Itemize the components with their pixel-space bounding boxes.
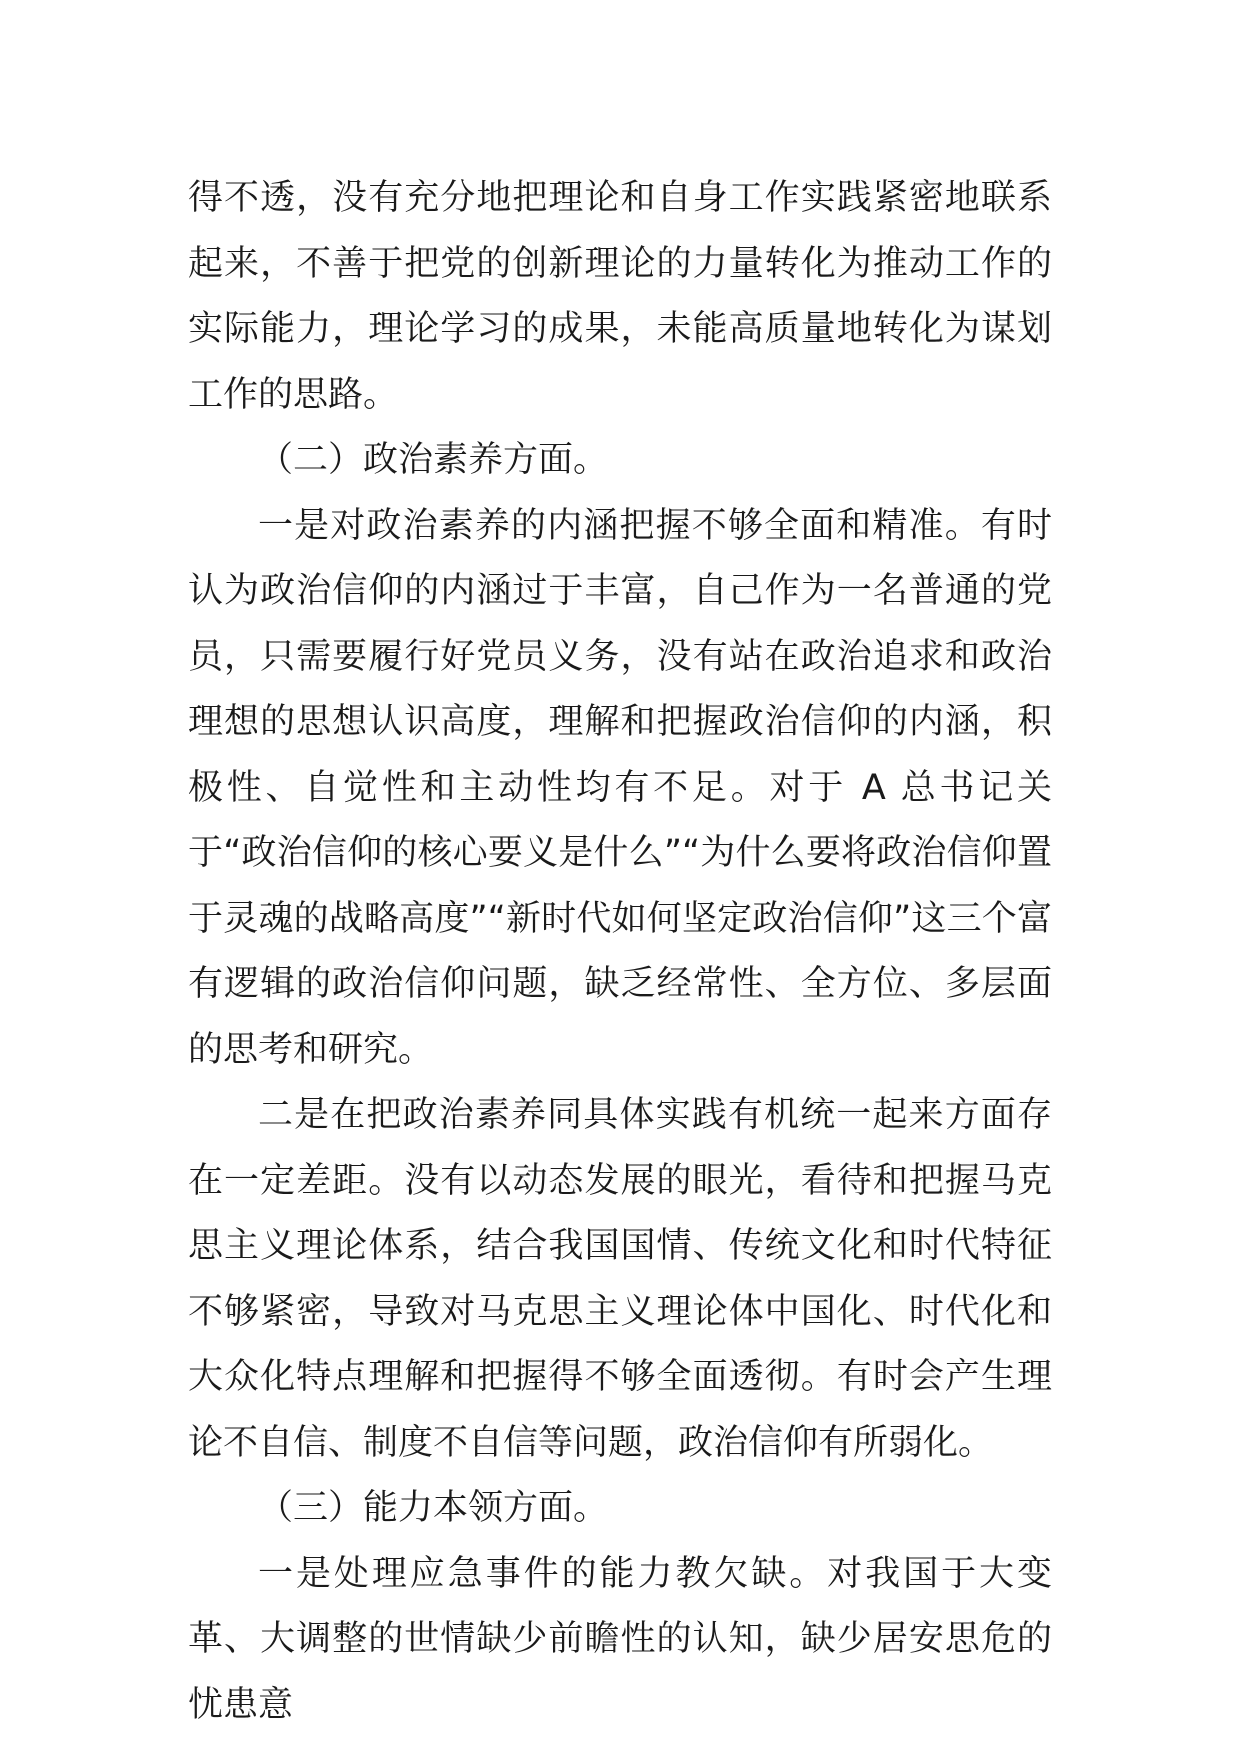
section-heading-political-literacy: （二）政治素养方面。 — [258, 440, 609, 480]
paragraph-ability-skills-point-1: 一是处理应急事件的能力教欠缺。对我国于大变革、大调整的世情缺少前瞻性的认知，缺少居安思危的忧患意 — [188, 1553, 1052, 1725]
paragraph-political-literacy-point-2: 二是在把政治素养同具体实践有机统一起来方面存在一定差距。没有以动态发展的眼光，看待和把握马克思主义理论体系，结合我国国情、传统文化和时代特征不够紧密，导致对马克思主义理论体中国化、时代化和大众化特点理解和把握得不够全面透彻。有时会产生理论不自信、制度不自信等问题，政治信仰有所弱化。 — [188, 1095, 1052, 1463]
document-body — [188, 166, 1052, 1738]
section-heading-ability-skills: （三）能力本领方面。 — [258, 1488, 609, 1528]
paragraph-continuation: 得不透，没有充分地把理论和自身工作实践紧密地联系起来，不善于把党的创新理论的力量转化为推动工作的实际能力，理论学习的成果，未能高质量地转化为谋划工作的思路。 — [188, 178, 1052, 415]
paragraph-political-literacy-point-1: 一是对政治素养的内涵把握不够全面和精准。有时认为政治信仰的内涵过于丰富，自己作为一名普通的党员，只需要履行好党员义务，没有站在政治追求和政治理想的思想认识高度，理解和把握政治信仰的内涵，积极性、自觉性和主动性均有不足。对于 A 总书记关于“政治信仰的核心要义是什么”“为什么要将政治信仰置于灵魂的战略高度”“新时代如何坚定政治信仰”这三个富有逻辑的政治信仰问题，缺乏经常性、全方位、多层面的思考和研究。 — [188, 505, 1052, 1070]
